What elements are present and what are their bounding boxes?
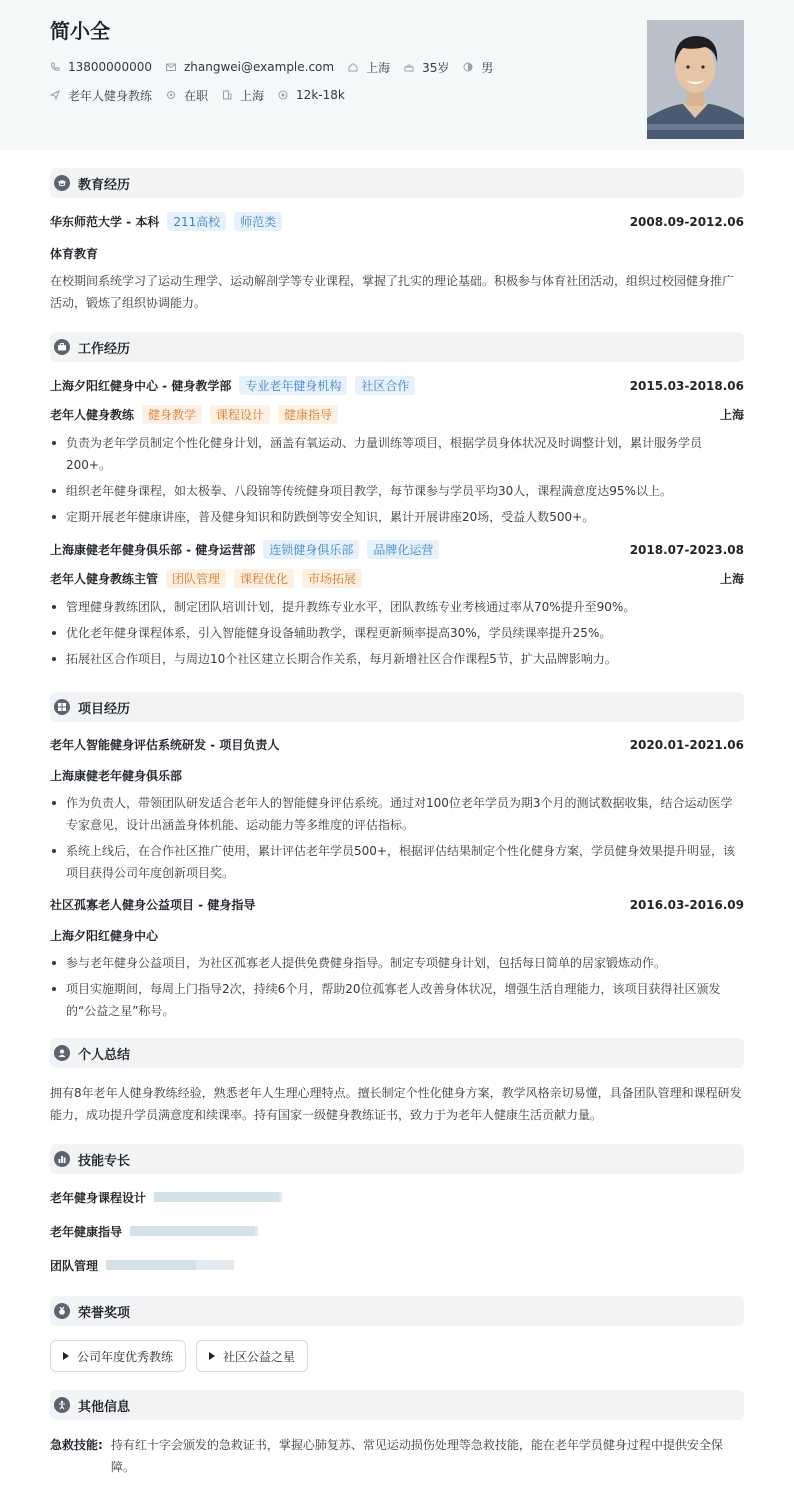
job-date: 2018.07-2023.08	[629, 542, 744, 557]
summary-section-header	[50, 1038, 744, 1068]
phone-item	[50, 60, 152, 74]
status-text: 在职	[184, 88, 209, 103]
project-date: 2016.03-2016.09	[629, 897, 744, 912]
skill-bar	[154, 1192, 282, 1202]
bar-chart-icon	[54, 1151, 70, 1167]
job-row	[50, 540, 744, 559]
education-section-header	[50, 168, 744, 198]
projects-section-header	[50, 692, 744, 722]
mail-icon	[166, 62, 176, 72]
skill-tag: 团队管理	[166, 569, 226, 588]
list-item: 参与老年健身公益项目，为社区孤寡老人提供免费健身指导。制定专项健身计划，包括每日简单的居家锻炼动作。	[50, 952, 744, 974]
job-row	[50, 376, 744, 395]
company-name: 上海夕阳红健身中心 - 健身教学部	[50, 379, 232, 393]
skill-item	[50, 1188, 403, 1206]
project-org: 上海夕阳红健身中心	[50, 929, 159, 943]
project-date: 2020.01-2021.06	[629, 737, 744, 752]
other-section-header	[50, 1390, 744, 1420]
skill-tag: 市场拓展	[302, 569, 362, 588]
work-city-text: 上海	[240, 88, 265, 103]
list-item: 负责为老年学员制定个性化健身计划，涵盖有氧运动、力量训练等项目，根据学员身体状况及时调整计划，累计服务学员200+。	[50, 432, 744, 476]
job-left	[50, 540, 439, 559]
other-text: 持有红十字会颁发的急救证书，掌握心肺复苏、常见运动损伤处理等急救技能，能在老年学员健身过程中提供安全保障。	[110, 1438, 723, 1474]
job-title-text: 老年人健身教练	[68, 88, 153, 103]
role-name: 老年人健身教练主管	[50, 572, 159, 586]
role-row	[50, 405, 744, 424]
summary-text: 拥有8年老年人健身教练经验，熟悉老年人生理心理特点。擅长制定个性化健身方案，教学风格亲切易懂，具备团队管理和课程研发能力，成功提升学员满意度和续课率。持有国家一级健身教练证书，致力于为老年人健康生活贡献力量。	[50, 1086, 742, 1122]
send-icon	[50, 90, 60, 100]
other-info-row	[50, 1434, 744, 1478]
job-row	[50, 86, 744, 104]
project-name: 社区孤寡老人健身公益项目 - 健身指导	[50, 898, 256, 912]
awards-section-header	[50, 1296, 744, 1326]
school-tag: 211高校	[167, 212, 226, 231]
play-icon	[209, 1352, 215, 1360]
education-row	[50, 212, 744, 231]
role-row	[50, 569, 744, 588]
skills-title: 技能专长	[78, 1153, 131, 1169]
email-item	[166, 60, 334, 74]
skill-tag: 健康指导	[278, 405, 338, 424]
location-item	[348, 59, 390, 76]
medal-icon	[54, 1303, 70, 1319]
accessibility-icon	[54, 1397, 70, 1413]
other-label: 急救技能:	[50, 1438, 103, 1452]
role-name: 老年人健身教练	[50, 408, 135, 422]
work-title: 工作经历	[78, 341, 131, 357]
list-item: 优化老年健身课程体系，引入智能健身设备辅助教学，课程更新频率提高30%，学员续课率提升25%。	[50, 622, 744, 644]
skill-bar	[130, 1226, 258, 1236]
skill-name: 团队管理	[50, 1258, 99, 1273]
list-item: 作为负责人，带领团队研发适合老年人的智能健身评估系统。通过对100位老年学员为期3个月的测试数据收集，结合运动医学专家意见，设计出涵盖身体机能、运动能力等多维度的评估指标。	[50, 792, 744, 836]
skill-fill	[130, 1226, 255, 1236]
salary-item	[278, 88, 345, 102]
project-bullets	[50, 952, 744, 1022]
award-label: 公司年度优秀教练	[77, 1349, 174, 1364]
company-tag: 社区合作	[355, 376, 415, 395]
skills-list	[50, 1188, 744, 1290]
resume-header	[0, 0, 794, 150]
education-left	[50, 212, 282, 231]
skill-name: 老年健身课程设计	[50, 1190, 147, 1205]
resume-body	[0, 168, 794, 1478]
list-item: 系统上线后，在合作社区推广使用，累计评估老年学员500+，根据评估结果制定个性化健身方案，学员健身效果提升明显，该项目获得公司年度创新项目奖。	[50, 840, 744, 884]
project-row	[50, 896, 744, 913]
grid-icon	[54, 699, 70, 715]
location-text: 上海	[366, 60, 391, 75]
gender-item	[463, 59, 493, 76]
list-item: 定期开展老年健康讲座，普及健身知识和防跌倒等安全知识，累计开展讲座20场，受益人数500+。	[50, 506, 744, 528]
project-org: 上海康健老年健身俱乐部	[50, 769, 183, 783]
education-description: 在校期间系统学习了运动生理学、运动解剖学等专业课程，掌握了扎实的理论基础。积极参与体育社团活动，组织过校园健身推广活动，锻炼了组织协调能力。	[50, 274, 735, 310]
candidate-name: 简小全	[50, 19, 110, 43]
list-item: 项目实施期间，每周上门指导2次，持续6个月，帮助20位孤寡老人改善身体状况，增强生活自理能力，该项目获得社区颁发的“公益之星”称号。	[50, 978, 744, 1022]
job-bullets	[50, 432, 744, 528]
education-title: 教育经历	[78, 177, 131, 193]
project-name: 老年人智能健身评估系统研发 - 项目负责人	[50, 738, 280, 752]
school-tag: 师范类	[234, 212, 282, 231]
skill-item	[50, 1256, 403, 1274]
job-date: 2015.03-2018.06	[629, 378, 744, 393]
job-title-item	[50, 87, 152, 104]
company-tag: 品牌化运营	[367, 540, 439, 559]
status-item	[166, 87, 208, 104]
skill-tag: 健身教学	[142, 405, 202, 424]
avatar	[647, 20, 744, 139]
skill-fill	[154, 1192, 279, 1202]
briefcase-icon	[54, 339, 70, 355]
awards-title: 荣誉奖项	[78, 1305, 131, 1321]
awards-list	[50, 1340, 744, 1372]
salary-text: 12k-18k	[296, 88, 345, 102]
graduation-cap-icon	[54, 175, 70, 191]
contact-row	[50, 58, 744, 76]
coin-icon	[278, 90, 288, 100]
role-left	[50, 405, 338, 424]
skills-section-header	[50, 1144, 744, 1174]
summary-title: 个人总结	[78, 1047, 131, 1063]
award-chip[interactable]	[50, 1340, 186, 1372]
skill-name: 老年健康指导	[50, 1224, 123, 1239]
projects-title: 项目经历	[78, 701, 131, 717]
phone-text: 13800000000	[68, 60, 152, 74]
project-row	[50, 736, 744, 753]
status-icon	[166, 90, 176, 100]
skill-tag: 课程优化	[234, 569, 294, 588]
company-name: 上海康健老年健身俱乐部 - 健身运营部	[50, 543, 256, 557]
user-icon	[54, 1045, 70, 1061]
work-section-header	[50, 332, 744, 362]
cake-icon	[404, 62, 414, 72]
skill-tag: 课程设计	[210, 405, 270, 424]
work-city-item	[222, 87, 264, 104]
award-chip[interactable]	[196, 1340, 308, 1372]
job-city: 上海	[719, 408, 744, 422]
company-tag: 专业老年健身机构	[239, 376, 347, 395]
list-item: 管理健身教练团队，制定团队培训计划，提升教练专业水平，团队教练专业考核通过率从70%提升至90%。	[50, 596, 744, 618]
role-left	[50, 569, 362, 588]
home-icon	[348, 62, 358, 72]
list-item: 组织老年健身课程，如太极拳、八段锦等传统健身项目教学，每节课参与学员平均30人，课程满意度达95%以上。	[50, 480, 744, 502]
gender-text: 男	[481, 60, 494, 75]
list-item: 拓展社区合作项目，与周边10个社区建立长期合作关系，每月新增社区合作课程5节，扩大品牌影响力。	[50, 648, 744, 670]
job-bullets	[50, 596, 744, 670]
skill-bar	[106, 1260, 234, 1270]
age-item	[404, 59, 449, 76]
school-name: 华东师范大学 - 本科	[50, 215, 160, 229]
phone-icon	[50, 62, 60, 72]
gender-icon	[463, 62, 473, 72]
play-icon	[63, 1352, 69, 1360]
skill-item	[50, 1222, 403, 1240]
job-city: 上海	[719, 572, 744, 586]
job-left	[50, 376, 415, 395]
other-title: 其他信息	[78, 1399, 131, 1415]
award-label: 社区公益之星	[223, 1349, 296, 1364]
company-tag: 连锁健身俱乐部	[263, 540, 359, 559]
project-bullets	[50, 792, 744, 884]
email-text: zhangwei@example.com	[183, 60, 335, 74]
education-date: 2008.09-2012.06	[629, 214, 744, 229]
skill-fill	[106, 1260, 196, 1270]
age-text: 35岁	[422, 60, 450, 75]
major: 体育教育	[50, 247, 99, 261]
building-icon	[222, 90, 232, 100]
